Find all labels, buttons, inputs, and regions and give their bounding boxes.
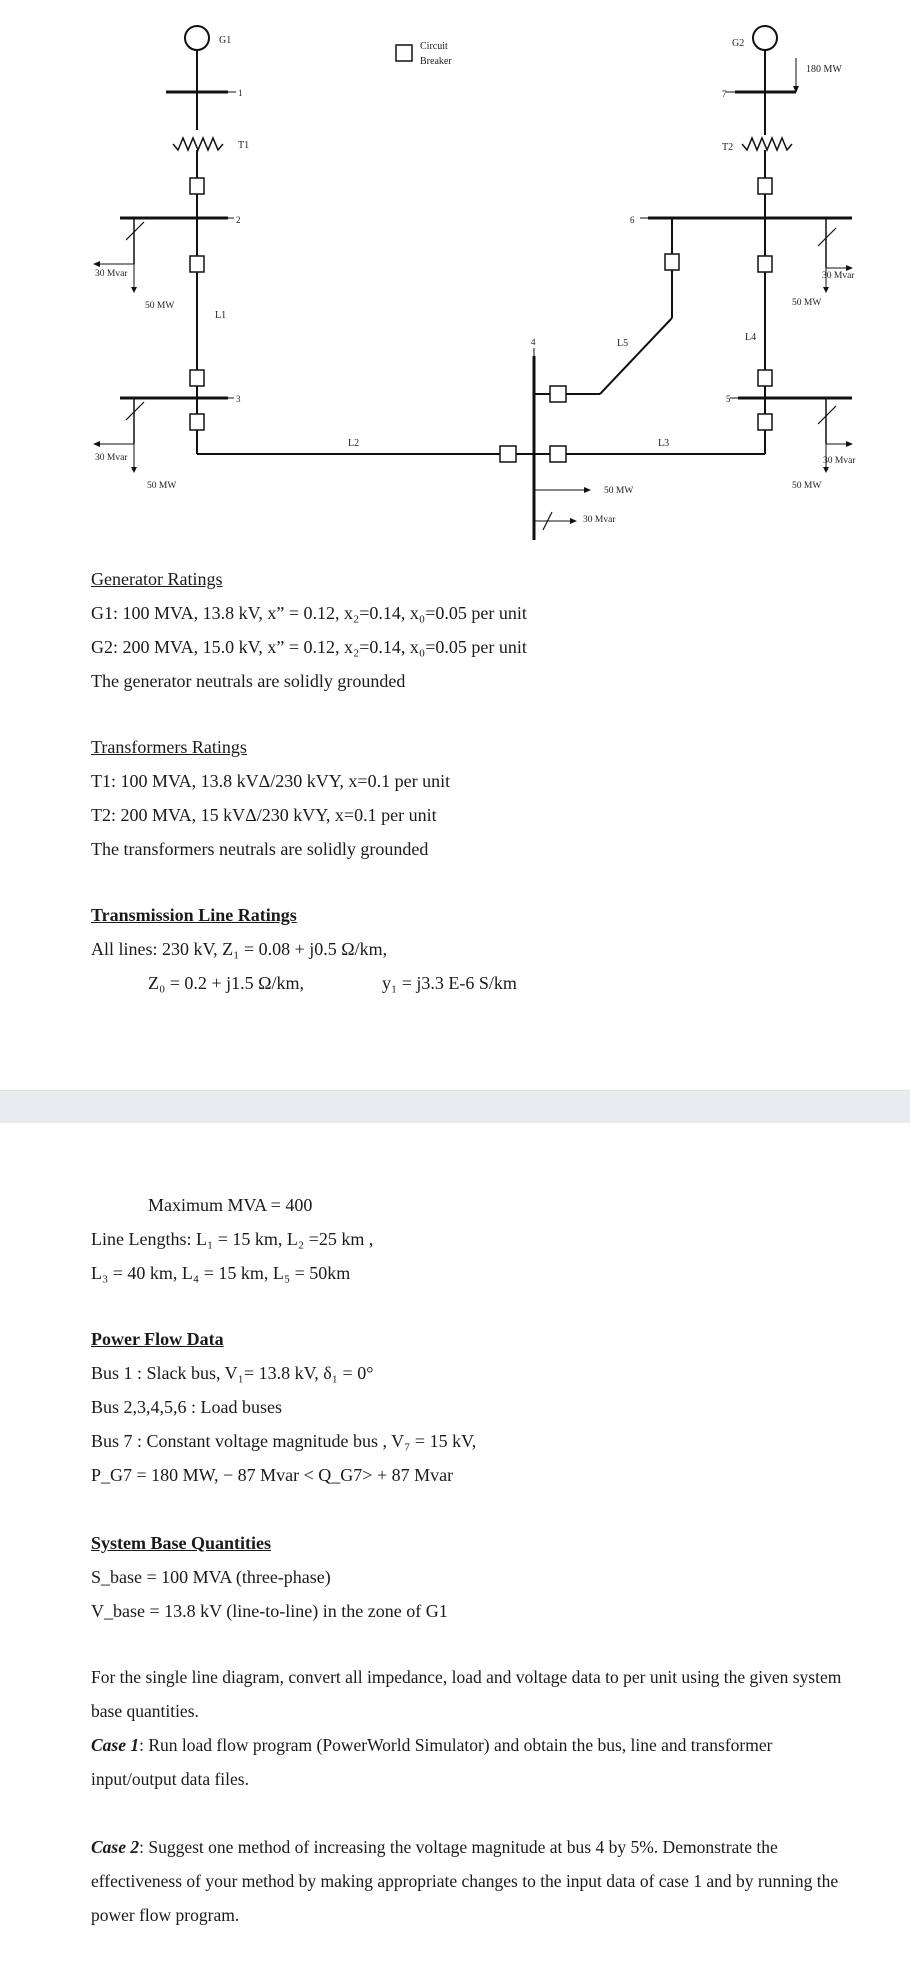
breaker-icon [758,256,772,272]
power-flow-load-buses: Bus 2,3,4,5,6 : Load buses [91,1397,282,1417]
line-lengths-1: Line Lengths: L₁ = 15 km, L₂ =25 km , [91,1229,374,1249]
line-z1: All lines: 230 kV, Z₁ = 0.08 + j0.5 Ω/km, [91,939,388,959]
label-load-bus6-p: 50 MW [792,298,822,308]
transformer-t2-rating: T2: 200 MVA, 15 kVΔ/230 kVY, x=0.1 per unit [91,805,437,825]
case-2-paragraph [91,1830,861,1932]
label-load-bus4-p: 50 MW [604,486,634,496]
label-g2: G2 [732,38,745,49]
generator-ratings-heading: Generator Ratings [91,569,223,589]
generator-g2-icon [753,26,777,50]
label-bus-6: 6 [630,215,635,225]
line-y1: y₁ = j3.3 E-6 S/km [382,973,517,993]
label-l4: L4 [745,332,757,343]
generator-g1-rating: G1: 100 MVA, 13.8 kV, x” = 0.12, x₂=0.14, x₀=0.05 per unit [91,603,527,623]
generator-g2-rating: G2: 200 MVA, 15.0 kV, x” = 0.12, x₂=0.14, x₀=0.05 per unit [91,637,527,657]
transformer-neutral-note: The transformers neutrals are solidly grounded [91,839,429,859]
label-load-bus5-p: 50 MW [792,481,822,491]
breaker-legend-icon [396,45,412,61]
power-flow-pg7: P_G7 = 180 MW, − 87 Mvar < Q_G7> + 87 Mvar [91,1465,454,1485]
generator-neutral-note: The generator neutrals are solidly grounded [91,671,406,691]
breaker-icon [665,254,679,270]
label-t1: T1 [238,140,250,151]
label-load-bus2-p: 50 MW [145,301,175,311]
label-load-bus2-q: 30 Mvar [95,269,128,279]
case-1-label: Case 1 [91,1735,140,1755]
legend-breaker: Breaker [420,56,452,67]
system-base-heading: System Base Quantities [91,1533,271,1553]
breaker-icon [758,178,772,194]
label-load-bus3-q: 30 Mvar [95,453,128,463]
single-line-diagram [0,0,910,560]
breaker-icon [190,178,204,194]
case-1-text: : Run load flow program (PowerWorld Simulator) and obtain the bus, line and transformer input/output data files. [91,1735,773,1789]
label-bus-7: 7 [722,89,727,99]
label-load-bus6-q: 30 Mvar [822,271,855,281]
case-2-text: : Suggest one method of increasing the voltage magnitude at bus 4 by 5%. Demonstrate the effectiveness of your method by making appropriate changes to the input data of case 1 and by running the power flow program. [91,1837,839,1925]
page-separator [0,1090,910,1124]
label-bus-1: 1 [238,88,243,98]
label-l2: L2 [348,438,360,449]
page-two [0,1123,910,1966]
breaker-icon [758,414,772,430]
label-bus-5: 5 [726,394,731,404]
label-t2: T2 [722,142,734,153]
generator-g1-icon [185,26,209,50]
line-ratings-heading: Transmission Line Ratings [91,905,297,925]
breaker-icon [550,386,566,402]
line-lengths-2: L₃ = 40 km, L₄ = 15 km, L₅ = 50km [91,1263,351,1283]
label-l3: L3 [658,438,670,449]
label-l1: L1 [215,310,227,321]
power-flow-bus1: Bus 1 : Slack bus, V₁= 13.8 kV, δ₁ = 0° [91,1363,374,1383]
breaker-icon [190,414,204,430]
transformer-t2-icon [742,138,792,150]
label-bus-3: 3 [236,394,241,404]
transformer-ratings-heading: Transformers Ratings [91,737,247,757]
instructions-intro: For the single line diagram, convert all impedance, load and voltage data to per unit using the given system base quantities. [91,1667,842,1721]
label-bus-2: 2 [236,215,241,225]
label-load-bus3-p: 50 MW [147,481,177,491]
transformer-t1-rating: T1: 100 MVA, 13.8 kVΔ/230 kVY, x=0.1 per unit [91,771,451,791]
label-g1: G1 [219,35,232,46]
label-g2-output: 180 MW [806,64,842,75]
power-flow-heading: Power Flow Data [91,1329,224,1349]
legend-circuit: Circuit [420,41,448,52]
breaker-icon [190,370,204,386]
case-1-paragraph [91,1728,861,1796]
transformer-t1-icon [173,138,223,150]
line-z0: Z₀ = 0.2 + j1.5 Ω/km, [148,973,304,993]
breaker-icon [550,446,566,462]
label-l5: L5 [617,338,629,349]
case-2-label: Case 2 [91,1837,140,1857]
breaker-icon [500,446,516,462]
system-base-vbase: V_base = 13.8 kV (line-to-line) in the zone of G1 [91,1601,448,1621]
breaker-icon [758,370,772,386]
max-mva: Maximum MVA = 400 [148,1195,313,1215]
power-flow-bus7: Bus 7 : Constant voltage magnitude bus , V₇ = 15 kV, [91,1431,477,1451]
breaker-icon [190,256,204,272]
label-load-bus5-q: 30 Mvar [823,456,856,466]
system-base-sbase: S_base = 100 MVA (three-phase) [91,1567,331,1587]
label-load-bus4-q: 30 Mvar [583,515,616,525]
label-bus-4: 4 [531,337,536,347]
